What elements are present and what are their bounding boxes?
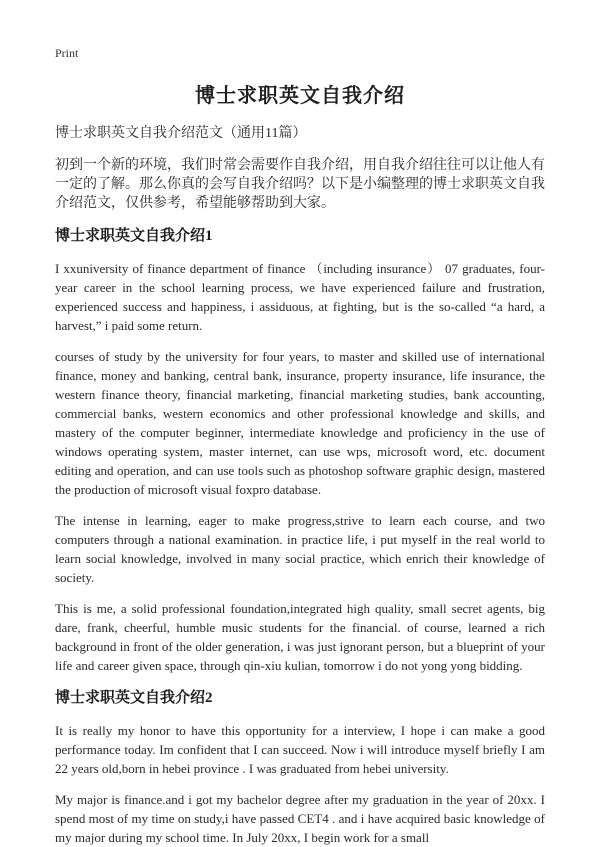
doc-subtitle: 博士求职英文自我介绍范文（通用11篇）: [55, 126, 307, 141]
print-link[interactable]: Print: [55, 46, 79, 60]
section-1-paragraph-2: courses of study by the university for four years, to master and skilled use of international finance, money and banking, central bank, insurance, property insurance, life insurance, the western finance theory, financial marketing, financial marketing studies, bank accounting, commercial banks, western economics and other professional knowledge and skills, and mastery of the computer beginner, intermediate knowledge and proficiency in the use of windows operating system, master internet, can use wps, microsoft word, etc. document editing and operation, and can use tools such as photoshop software graphic design, mastered the production of microsoft visual foxpro database.: [55, 349, 545, 497]
section-heading-1: 博士求职英文自我介绍1: [55, 228, 213, 244]
intro-paragraph: 初到一个新的环境，我们时常会需要作自我介绍，用自我介绍往往可以让他人有一定的了解。那么你真的会写自我介绍吗？以下是小编整理的博士求职英文自我介绍范文，仅供参考，希望能够帮助到大家。: [55, 158, 545, 211]
section-1-paragraph-1: I xxuniversity of finance department of finance （including insurance） 07 graduates, four-year career in the school learning process, we have experienced failure and frustration, experienced success and happiness, i assiduous, at fighting, but is the so-called “a hard, a harvest,” i paid some return.: [55, 261, 545, 333]
section-heading-2: 博士求职英文自我介绍2: [55, 690, 213, 706]
section-1-paragraph-4: This is me, a solid professional foundation,integrated high quality, small secret agents, big dare, frank, cheerful, humble music students for the financial. of course, learned a rich background in front of the older generation, i was just ignorant person, but a blueprint of your life and career given space, through qin-xiu kulian, tomorrow i do not yong yong bidding.: [55, 601, 545, 673]
section-2-paragraph-2: My major is finance.and i got my bachelor degree after my graduation in the year of 20xx. I spend most of my time on study,i have passed CET4 . and i have acquired basic knowledge of my major during my school time. In July 20xx, I begin work for a small: [55, 792, 545, 845]
section-1-paragraph-3: The intense in learning, eager to make progress,strive to learn each course, and two computers through a national examination. in practice life, i put myself in the real world to learn social knowledge, involved in many social practice, which enrich their knowledge of society.: [55, 513, 545, 585]
section-2-paragraph-1: It is really my honor to have this opportunity for a interview, I hope i can make a good performance today. Im confident that I can succeed. Now i will introduce myself briefly I am 22 years old,born in hebei province . I was graduated from hebei university.: [55, 723, 545, 776]
page-title: 博士求职英文自我介绍: [195, 85, 405, 107]
